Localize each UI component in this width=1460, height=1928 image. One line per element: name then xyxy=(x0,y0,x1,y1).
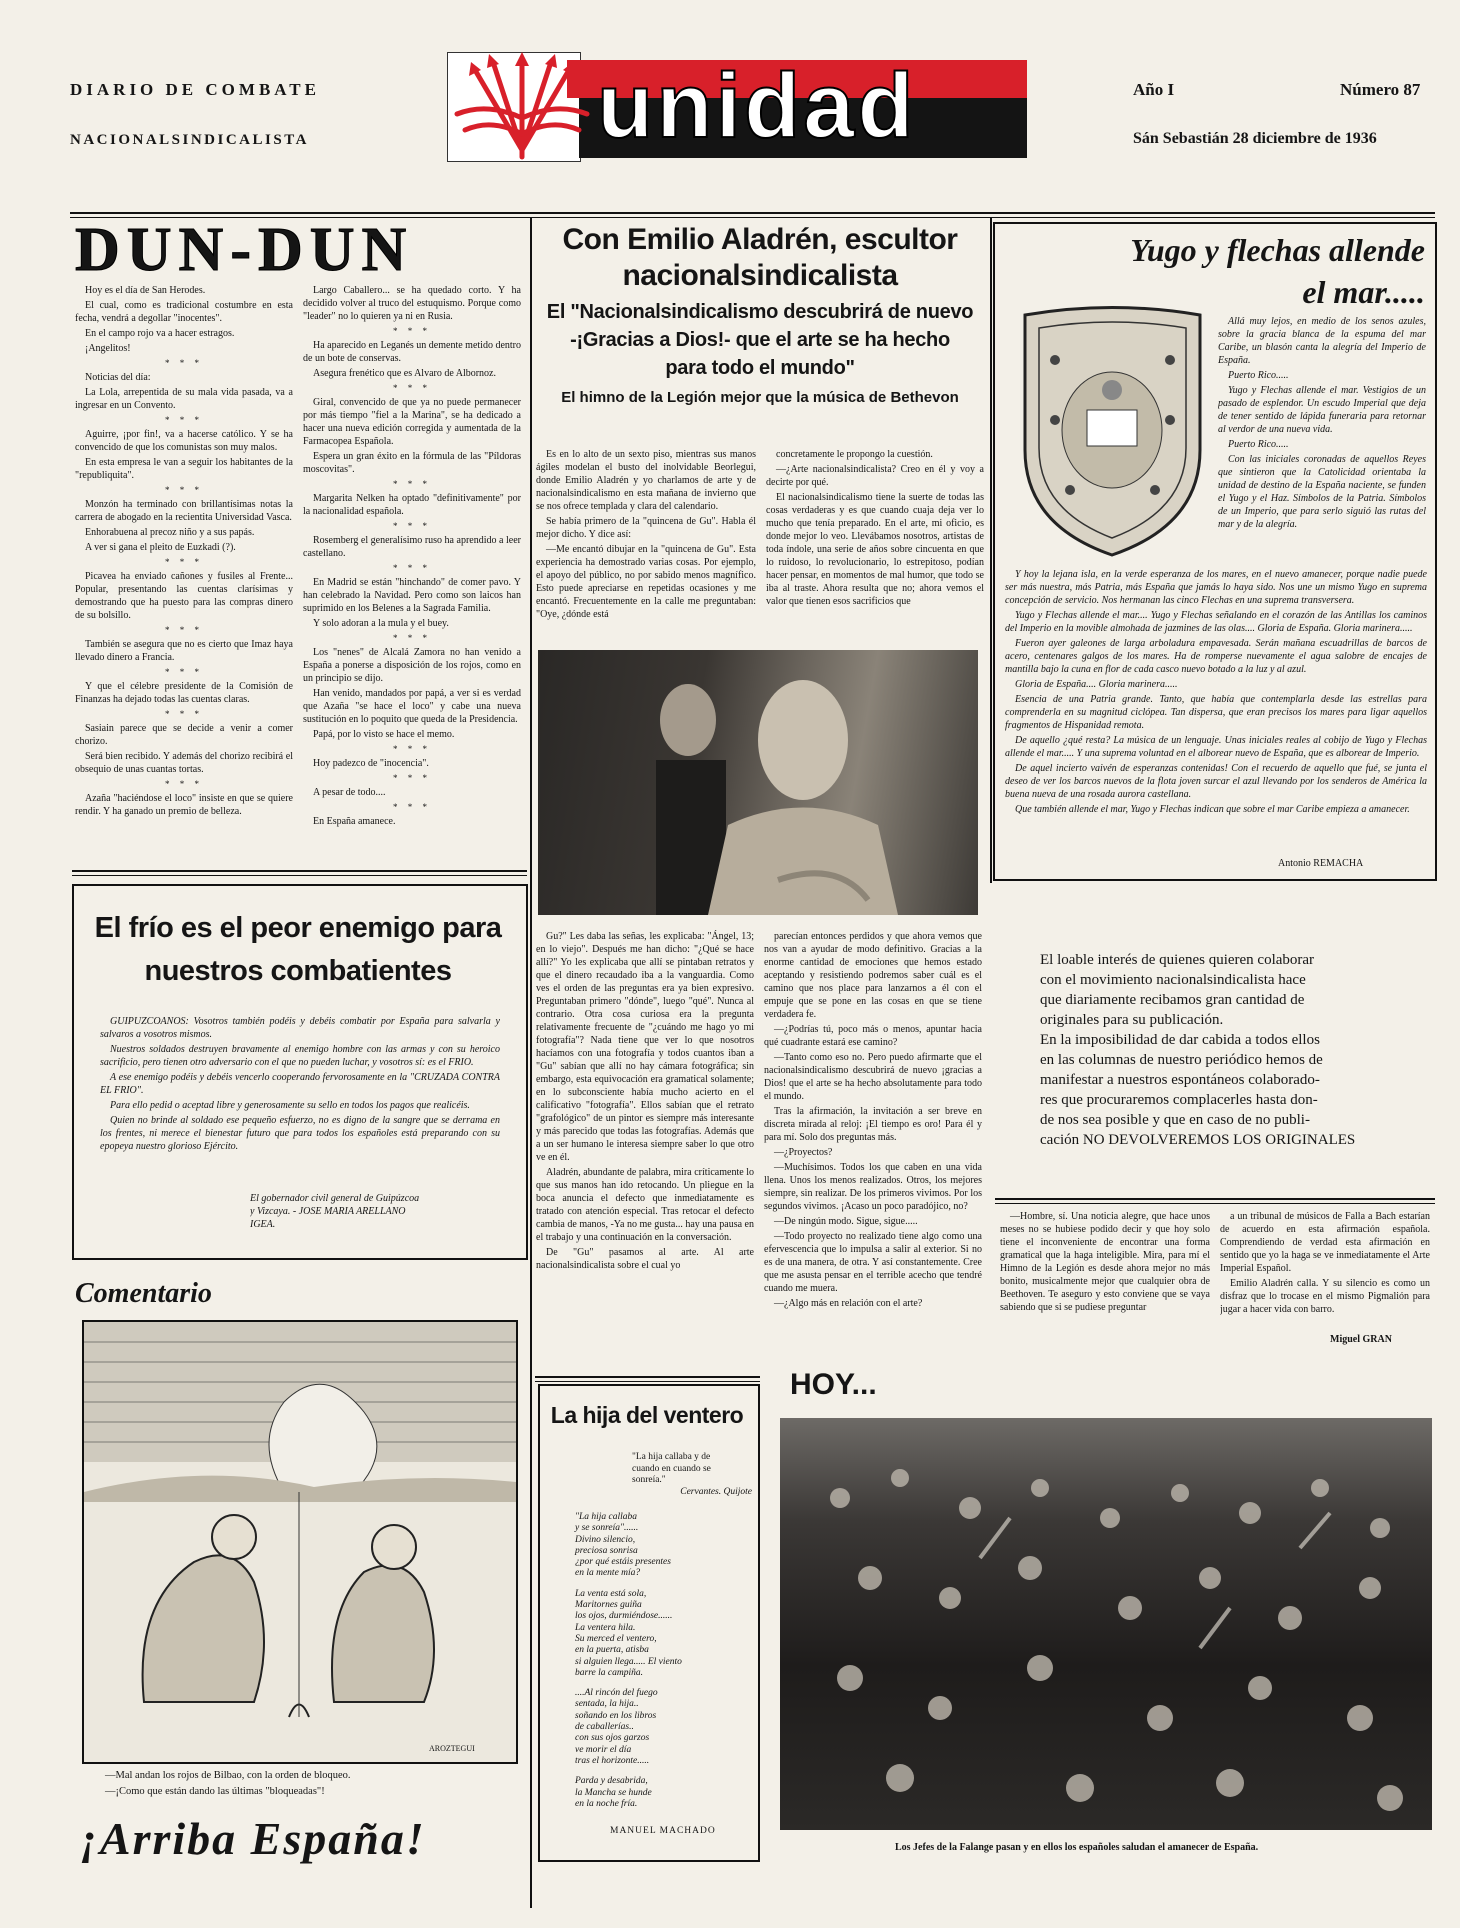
hoy-title: HOY... xyxy=(790,1368,877,1401)
separator-stars: * * * xyxy=(393,326,431,336)
paragraph: El nacionalsindicalismo tiene la suerte de todas las cosas verdaderas y es que cuando cuaja deja ver lo mucho que tenía preparado. En el arte, mi oficio, es donde mejor lo veo. Llevábamos nosotros, artistas de toda índole, una serie de años sobre cincuenta en que lo ruidoso, lo revolucionario, lo estrepitoso, podían hacer pensar, en momentos de mal humor, que todo se iba al traste. Ahora resulta que no; ahora vemos el valor que tienen esos sacrificios que xyxy=(766,492,984,607)
paragraph: Tras la afirmación, la invitación a ser breve en discreta mirada al reloj: ¡El tiempo es oro! Para él y para mí. Solo dos preguntas más. xyxy=(764,1106,982,1143)
comentario-title: Comentario xyxy=(75,1278,212,1309)
epigraph-line: "La hija callaba y de xyxy=(632,1452,711,1462)
arriba-espana-slogan: ¡Arriba España! xyxy=(80,1813,426,1864)
paragraph: Puerto Rico..... xyxy=(1228,370,1289,381)
paragraph: Yugo y Flechas allende el mar. Vestigios de un pasado de esplendor. Un escudo Imperial que deja de tener sentido de lápida funeraria para retornar al verdor de una nueva vida. xyxy=(1218,385,1426,435)
poem-line: La ventera hila. xyxy=(575,1622,636,1633)
dundun-item: Monzón ha terminado con brillantísimas notas la carrera de abogado en la recientita Universidad Vasca. xyxy=(75,499,293,523)
epigraph-line: cuando en cuando se xyxy=(632,1463,711,1474)
paragraph: Yugo y Flechas allende el mar.... Yugo y Flechas señalando en el corazón de las Antillas los caminos del Imperio en la movible almohada de jazmines de las olas.... Gloria de España. Gloria marinera..... xyxy=(1005,610,1427,634)
paragraph: A ese enemigo podéis y debéis vencerlo cooperando fervorosamente en la "CRUZADA CONTRA EL FRIO". xyxy=(100,1072,500,1096)
dundun-item: Enhorabuena al precoz niño y a sus papás. xyxy=(85,527,255,538)
poem-stanza xyxy=(575,1688,745,1767)
notice-line: en las columnas de nuestro periódico hemos de xyxy=(1040,1052,1323,1068)
dundun-item: En esta empresa le van a seguir los habitantes de la "republiquita". xyxy=(75,457,293,481)
paragraph: Con las iniciales coronadas de aquellos Reyes que sintieron que la Catolicidad orientaba la unidad de destino de la España naciente, se funden el Yugo y el Haz. Símbolos de la Patria. Símbolos de un Imperio, que para serlo siguió las rutas del mar y de la alegría. xyxy=(1218,454,1426,530)
separator-stars: * * * xyxy=(165,557,203,567)
paragraph: a un tribunal de músicos de Falla a Bach estarían de acuerdo en esta afirmación española. Comprendiendo de verdad esta afirmación en sentido que yo la haga se ve inmediatamente el Arte Imperial Español. xyxy=(1220,1211,1430,1274)
paragraph: De "Gu" pasamos al arte. Al arte nacionalsindicalista sobre el cual yo xyxy=(536,1247,754,1271)
poem-line: La venta está sola, xyxy=(575,1588,647,1599)
dundun-item: Picavea ha enviado cañones y fusiles al Frente... Popular, presentando las cuentas clarísimas y demostrando que ha puesto para las compras dinero de su bolsillo. xyxy=(75,571,293,621)
separator-stars: * * * xyxy=(393,563,431,573)
poem-stanza xyxy=(575,1512,745,1580)
dundun-item: En Madrid se están "hinchando" de comer pavo. Y han celebrado la Navidad. Pero como son laicos han suprimido en los Belenes a la Sagrada Familia. xyxy=(303,577,521,614)
column-divider xyxy=(530,218,532,1908)
paragraph: —¿Arte nacionalsindicalista? Creo en él y voy a decirte por qué. xyxy=(766,464,984,488)
notice-line: En la imposibilidad de dar cabida a todos ellos xyxy=(1040,1032,1320,1048)
yugo-signature: Antonio REMACHA xyxy=(1278,858,1364,869)
paragraph: De aquello ¿qué resta? La música de un lenguaje. Unas iniciales reales al cobijo de Yugo y Flechas allende el mar..... Y una suprema voluntad en el alborear nuevo de España, que es alborear de Imperio. xyxy=(1005,735,1427,759)
separator-stars: * * * xyxy=(393,633,431,643)
coat-of-arms-shield-icon xyxy=(1015,300,1210,560)
dundun-item: Ha aparecido en Leganés un demente metido dentro de un bote de conservas. xyxy=(303,340,521,364)
paragraph: GUIPUZCOANOS: Vosotros también podéis y debéis combatir por España para salvarla y salvaros a vosotros mismos. xyxy=(100,1016,500,1040)
paragraph: Fueron ayer galeones de larga arboladura empavesada. Serán mañana escuadrillas de barcos de acero, centenares galgos de los mares. Ha de romperse nuevamente el agua salobre de encajes de mantilla bajo la cuna en flor de cada casco nuevo botado a la luz y al azul. xyxy=(1005,638,1427,675)
dundun-item: Hoy es el día de San Herodes. xyxy=(85,285,206,296)
aladren-subtitle-line2: -¡Gracias a Dios!- que el arte se ha hecho xyxy=(570,329,950,351)
separator-stars: * * * xyxy=(165,358,203,368)
hija-author: MANUEL MACHADO xyxy=(610,1826,716,1836)
poem-line: los ojos, durmiéndose...... xyxy=(575,1611,673,1622)
notice-line: El loable interés de quienes quieren colaborar xyxy=(1040,952,1315,968)
notice-line: cación NO DEVOLVEREMOS LOS ORIGINALES xyxy=(1040,1132,1356,1148)
separator-stars: * * * xyxy=(393,773,431,783)
paragraph: —¿Proyectos? xyxy=(774,1147,833,1158)
separator-stars: * * * xyxy=(165,667,203,677)
issue-number: Número 87 xyxy=(1340,80,1421,99)
poem-line: en la mente mía? xyxy=(575,1568,641,1579)
signature-line: y Vizcaya. - JOSE MARIA ARELLANO xyxy=(250,1206,406,1217)
column-divider xyxy=(990,218,992,883)
dundun-item: ¡Angelitos! xyxy=(85,343,131,354)
poem-line: si alguien llega..... El viento xyxy=(575,1656,682,1667)
editorial-notice xyxy=(1040,950,1420,1150)
separator-stars: * * * xyxy=(165,625,203,635)
cartoon-caption-1: —Mal andan los rojos de Bilbao, con la orden de bloqueo. xyxy=(105,1770,351,1781)
aladren-title-line2: nacionalsindicalista xyxy=(622,259,898,292)
epigraph-line: sonreía." xyxy=(632,1475,666,1485)
aladren-column-2 xyxy=(766,448,984,650)
sculptor-photo xyxy=(538,650,978,915)
separator-stars: * * * xyxy=(165,485,203,495)
signature-line: IGEA. xyxy=(250,1219,276,1230)
dundun-item: Giral, convencido de que ya no puede permanecer por más tiempo "fiel a la Marina", se ha dedicado a hacer una nueva edición corregida y aumentada de la Farmacopea Española. xyxy=(303,397,521,447)
notice-line: con el movimiento nacionalsindicalista hace xyxy=(1040,972,1306,988)
section-rule xyxy=(995,1198,1435,1204)
notice-line: manifestar a nuestros espontáneos colaborado- xyxy=(1040,1072,1320,1088)
dundun-item: La Lola, arrepentida de su mala vida pasada, va a ingresar en un Convento. xyxy=(75,387,293,411)
poem-line: Divino silencio, xyxy=(575,1534,636,1545)
aladren-subtitle-line3: para todo el mundo" xyxy=(665,357,855,379)
paragraph: Gu?" Les daba las señas, les explicaba: "Ángel, 13; en lo viejo". Después me han dicho: "¿Qué se hace allí?" Yo les explicaba que allí se pintaban retratos y que el dinero recaudado iba a la vanguardia. Como ves el orden de las preguntas era ya bien expresivo. Preguntaban primero "dónde", luego "qué". Nunca al contrario. Otra cosa curiosa era la pregunta relativamente frecuente de "¿cuándo me hago yo mi fotografía"? Nada tiene que ver lo que nosotros hacíamos con una fotografía y todos cuantos iban a "Gu" sabían que allí no hay cámara fotográfica; sin embargo, esta equivocación era gramatical solamente; en lo subconsciente había mucho acierto en el calificativo "fotografía". Ellos sabían que el retrato "grafológico" de un pintor es siempre más interesante y más parecido que todas las fotografías. Además que a un ser humano le interesa siempre saber lo que otro ve en él. xyxy=(536,931,754,1163)
dundun-item: Largo Caballero... se ha quedado corto. Y ha decidido volver al truco del estuquismo. Porque como "leader" no lo quieren ya ni en Rusia. xyxy=(303,285,521,322)
poem-line: tras el horizonte..... xyxy=(575,1755,650,1766)
frio-body xyxy=(100,1015,500,1215)
notice-line: res que procuraremos complacerles hasta don- xyxy=(1040,1092,1318,1108)
dundun-title: DUN-DUN xyxy=(75,216,414,284)
aladren-signature: Miguel GRAN xyxy=(1330,1334,1392,1345)
poem-line: Parda y desabrida, xyxy=(575,1776,648,1787)
crowd-photo xyxy=(780,1418,1432,1830)
dundun-item: Y que el célebre presidente de la Comisión de Finanzas ha dejado todas las cuentas claras. xyxy=(75,681,293,705)
paragraph: —Tanto como eso no. Pero puedo afirmarte que el nacionalsindicalismo descubrirá de nuevo ¡gracias a Dios! que el arte se ha hecho absolutamente para todo el mundo. xyxy=(764,1052,982,1102)
poem-line: y se sonreía"...... xyxy=(575,1523,639,1534)
paragraph: —Hombre, sí. Una noticia alegre, que hace unos meses no se hubiese podido decir y que hoy solo tiene el inconveniente de encontrar una forma gramatical que la haga inteligible. Mira, para mí el Himno de la Legión es desde ahora mejor no más bonito, musicalmente mejor que cualquier obra de Beethoven. Te aseguro y esto conviene que se vaya sabiendo que si se pudiese preguntar xyxy=(1000,1211,1210,1313)
paragraph: Quien no brinde al soldado ese pequeño esfuerzo, no es digno de la sangre que se derrama en los frentes, ni merece el bienestar futuro que para todos los españoles está preparando con su epopeya nuestro glorioso Ejército. xyxy=(100,1115,500,1152)
signature-line: El gobernador civil general de Guipúzcoa xyxy=(250,1193,420,1204)
notice-line: que diariamente recibamos gran cantidad de xyxy=(1040,992,1305,1008)
poem-line: en la puerta, atisba xyxy=(575,1645,649,1656)
masthead-left-line1: DIARIO DE COMBATE xyxy=(70,80,320,99)
paragraph: Se había primero de la "quincena de Gu". Habla él mejor dicho. Y dice así: xyxy=(536,516,756,540)
paragraph: —Todo proyecto no realizado tiene algo como una efervescencia que lo impulsa a salir al exterior. Si no es de una manera, de otra. Y así constantemente. Cree que me asusta pensar en el terrible acecho que tendré cuando me muera. xyxy=(764,1231,982,1294)
frio-title-line2: nuestros combatientes xyxy=(144,955,452,987)
notice-line: originales para su publicación. xyxy=(1040,1012,1224,1028)
dundun-item: Noticias del día: xyxy=(85,372,151,383)
aladren-subtitle-line1: El "Nacionalsindicalismo descubrirá de nuevo xyxy=(546,301,974,323)
dundun-item: Y solo adoran a la mula y el buey. xyxy=(313,618,449,629)
dundun-item: Margarita Nelken ha optado "definitivamente" por la nacionalidad española. xyxy=(303,493,521,517)
dundun-item: Han venido, mandados por papá, a ver si es verdad que Azaña "se hace el loco" y cabe una nueva sustitución en lo poquito que queda de la Presidencia. xyxy=(303,688,521,725)
poem-line: en la noche fría. xyxy=(575,1798,638,1809)
paragraph: —Me encantó dibujar en la "quincena de Gu". Esta experiencia ha demostrado varias cosas. Por ejemplo, el apoyo del público, no por sabido menos magnífico. Esto puede apreciarse en repetidas ocasiones y me encantó. Frecuentemente en la calle me preguntaban: "Oye, ¿dónde está xyxy=(536,544,756,620)
poem-stanza xyxy=(575,1776,745,1810)
notice-line: de nos sea posible y que en caso de no publi- xyxy=(1040,1112,1310,1128)
poem-line: "La hija callaba xyxy=(575,1512,638,1522)
yugo-full-column xyxy=(1005,568,1427,853)
hija-epigraph xyxy=(632,1452,752,1498)
yoke-and-arrows-icon xyxy=(447,52,597,160)
dundun-item: Espera un gran éxito en la fórmula de las "Píldoras moscovitas". xyxy=(303,451,521,475)
section-rule xyxy=(72,870,527,876)
paragraph: —¿Podrías tú, poco más o menos, apuntar hacia qué cuadrante estará ese camino? xyxy=(764,1024,982,1048)
paragraph: Es en lo alto de un sexto piso, mientras sus manos ágiles modelan el busto del inolvidable Beorlegui, donde Emilio Aladrén y yo charlamos de arte y de nacionalsindicalismo en esta mañana de invierno que se nos ofrece templada y clara del calendario. xyxy=(536,449,756,512)
dundun-item: Rosemberg el generalísimo ruso ha aprendido a leer castellano. xyxy=(303,535,521,559)
aladren-title-line1: Con Emilio Aladrén, escultor xyxy=(562,223,958,256)
dundun-item: Hoy padezco de "inocencia". xyxy=(313,758,429,769)
aladren-column-3 xyxy=(536,930,754,1370)
masthead-logo xyxy=(447,52,1027,160)
epigraph-source: Cervantes. Quijote xyxy=(680,1486,752,1497)
poem-line: la Mancha se hunde xyxy=(575,1787,652,1798)
separator-stars: * * * xyxy=(393,479,431,489)
paragraph: concretamente le propongo la cuestión. xyxy=(776,449,933,460)
section-rule xyxy=(535,1376,760,1382)
cartoon-frame xyxy=(82,1320,518,1764)
frio-title-line1: El frío es el peor enemigo para xyxy=(94,912,502,944)
poem-line: de caballerías.. xyxy=(575,1722,634,1733)
cartoon-caption-2: —¡Como que están dando las últimas "bloqueadas"! xyxy=(105,1786,325,1797)
poem-stanza xyxy=(575,1589,745,1679)
dundun-item: A ver si gana el pleito de Euzkadi (?). xyxy=(85,542,236,553)
separator-stars: * * * xyxy=(165,709,203,719)
dundun-item: Será bien recibido. Y además del chorizo recibirá el obsequio de unas cuantas tortas. xyxy=(75,751,293,775)
poem-line: sentada, la hija.. xyxy=(575,1699,639,1710)
yugo-title-line1: Yugo y flechas allende xyxy=(1130,232,1425,268)
separator-stars: * * * xyxy=(393,521,431,531)
paragraph: parecían entonces perdidos y que ahora vemos que nos van a ayudar de modo definitivo. Gracias a la enorme cantidad de emociones que hemos estado aceptando y resistiendo podremos saber cuál es el camino que nos place para lanzarnos a él con el empuje que se pone en las cosas en que se tiene verdadera fe. xyxy=(764,931,982,1020)
paragraph: De aquel incierto vaivén de esperanzas contenidas! Con el recuerdo de aquello que fué, se junta el deseo de ver los barcos nuevos de la flota joven surcar el azul llevando por los senderos de América la buena nueva de una rosada aurora castellana. xyxy=(1005,763,1427,800)
hoy-caption: Los Jefes de la Falange pasan y en ellos los españoles saludan el amanecer de España. xyxy=(895,1842,1259,1853)
aladren-subtitle-line4: El himno de la Legión mejor que la música de Bethevon xyxy=(561,389,959,406)
frio-signature xyxy=(250,1192,510,1242)
dundun-item: El cual, como es tradicional costumbre en esta fecha, vendrá a degollar "inocentes". xyxy=(75,300,293,324)
aladren-column-4 xyxy=(764,930,982,1370)
separator-stars: * * * xyxy=(393,744,431,754)
poem-line: ....Al rincón del fuego xyxy=(575,1688,658,1699)
dundun-column-1 xyxy=(75,284,293,884)
paragraph: —De ningún modo. Sigue, sigue..... xyxy=(774,1216,918,1227)
paragraph: Para ello pedid o aceptad libre y generosamente su sello en todos los pagos que realicéis. xyxy=(110,1100,470,1111)
poem-line: barre la campiña. xyxy=(575,1667,643,1678)
paragraph: Puerto Rico..... xyxy=(1228,439,1289,450)
paragraph: Allá muy lejos, en medio de los senos azules, sobre la gracia blanca de la espuma del mar Caribe, un blasón canta la alegría del Imperio de España. xyxy=(1218,316,1426,366)
poem-line: preciosa sonrisa xyxy=(575,1545,638,1556)
paragraph: Emilio Aladrén calla. Y su silencio es como un disfraz que lo trocase en el mismo Pigmalión para jugar a hacer vida con barro. xyxy=(1220,1278,1430,1315)
separator-stars: * * * xyxy=(165,779,203,789)
dundun-item: Papá, por lo visto se hace el memo. xyxy=(313,729,455,740)
dundun-item: En España amanece. xyxy=(313,816,396,827)
yugo-right-column xyxy=(1218,315,1426,565)
dundun-item: Los "nenes" de Alcalá Zamora no han venido a España a ponerse a disposición de los rojos, como en un principio se dijo. xyxy=(303,647,521,684)
aladren-column-5 xyxy=(1000,1210,1210,1350)
paragraph: Y hoy la lejana isla, en la verde esperanza de los mares, en el nuevo amanecer, porque nadie puede ser más nuestra, más Patria, más España que jamás lo haya sido. Nos une un mismo Yugo en suprema concepción de servicio. Nos hermanan las cinco Flechas en una suprema transversera. xyxy=(1005,569,1427,606)
paragraph: Gloria de España.... Gloria marinera..... xyxy=(1015,679,1178,690)
dundun-item: Aguirre, ¡por fin!, va a hacerse católico. Y se ha convencido de que los comunistas son muy malos. xyxy=(75,429,293,453)
poem-line: soñando en los libros xyxy=(575,1710,657,1721)
aladren-column-1 xyxy=(536,448,756,650)
masthead-left-line2: NACIONALSINDICALISTA xyxy=(70,132,309,148)
dundun-item: Asegura frenético que es Alvaro de Albornoz. xyxy=(313,368,496,379)
separator-stars: * * * xyxy=(393,802,431,812)
cartoon-artist-signature: AROZTEGUI xyxy=(429,1744,475,1753)
issue-year: Año I xyxy=(1133,80,1175,99)
paragraph: Nuestros soldados destruyen bravamente al enemigo hombre con las armas y con su heroico sacrificio, pero tienen otro adversario con el que no pueden luchar, y vosotros sí: es el FRIO. xyxy=(100,1044,500,1068)
dundun-item: Sasiain parece que se decide a venir a comer chorizo. xyxy=(75,723,293,747)
poem-line: Maritornes guiña xyxy=(575,1600,642,1611)
poem-line: ve morir el día xyxy=(575,1744,632,1755)
hija-title: La hija del ventero xyxy=(550,1402,744,1428)
aladren-header xyxy=(532,222,988,410)
dundun-item: En el campo rojo va a hacer estragos. xyxy=(85,328,235,339)
dundun-item: A pesar de todo.... xyxy=(313,787,386,798)
yugo-title-line2: el mar..... xyxy=(1302,274,1425,310)
hija-poem xyxy=(575,1512,745,1810)
separator-stars: * * * xyxy=(165,415,203,425)
poem-line: con sus ojos garzos xyxy=(575,1733,650,1744)
poem-line: Su merced el ventero, xyxy=(575,1633,657,1644)
paragraph: Aladrén, abundante de palabra, mira críticamente lo que sus manos han ido retocando. Un pliegue en la boca anuncia el defecto que inmediatamente es tratado con atención especial. Tras retocar el defecto cambia de manos, -Ya no me gusta... hay una pausa en el trabajo y una continuación en la conversación. xyxy=(536,1167,754,1243)
aladren-column-6 xyxy=(1220,1210,1430,1330)
poem-line: ¿por qué estáis presentes xyxy=(575,1557,671,1568)
paragraph: Esencia de una Patria grande. Tanto, que había que contemplarla desde las estrellas para comprenderla en su magnitud ciclópea. Tan dispersa, que eran precisos los mares para ligar aquellos fragmentos de Hispanidad remota. xyxy=(1005,694,1427,731)
paragraph: —Muchísimos. Todos los que caben en una vida llena. Unos los menos realizados. Otros, los mejores siempre, sin realizar. De los primeros vivimos. Por los segundos vivimos. ¡Acaso un poco paradójico, no? xyxy=(764,1162,982,1212)
dundun-item: Azaña "haciéndose el loco" insiste en que se quiere rendir. Y ha ganado un premio de belleza. xyxy=(75,793,293,817)
paragraph: —¿Algo más en relación con el arte? xyxy=(774,1298,923,1309)
separator-stars: * * * xyxy=(393,383,431,393)
cartoon-drawing xyxy=(84,1322,516,1762)
issue-date: Sán Sebastián 28 diciembre de 1936 xyxy=(1133,130,1377,147)
dundun-item: También se asegura que no es cierto que Imaz haya llevado dinero a Francia. xyxy=(75,639,293,663)
paragraph: Que también allende el mar, Yugo y Flechas indican que sobre el mar Caribe empieza a amanecer. xyxy=(1015,804,1410,815)
dundun-column-2 xyxy=(303,284,521,884)
masthead-title: unidad xyxy=(597,55,917,157)
